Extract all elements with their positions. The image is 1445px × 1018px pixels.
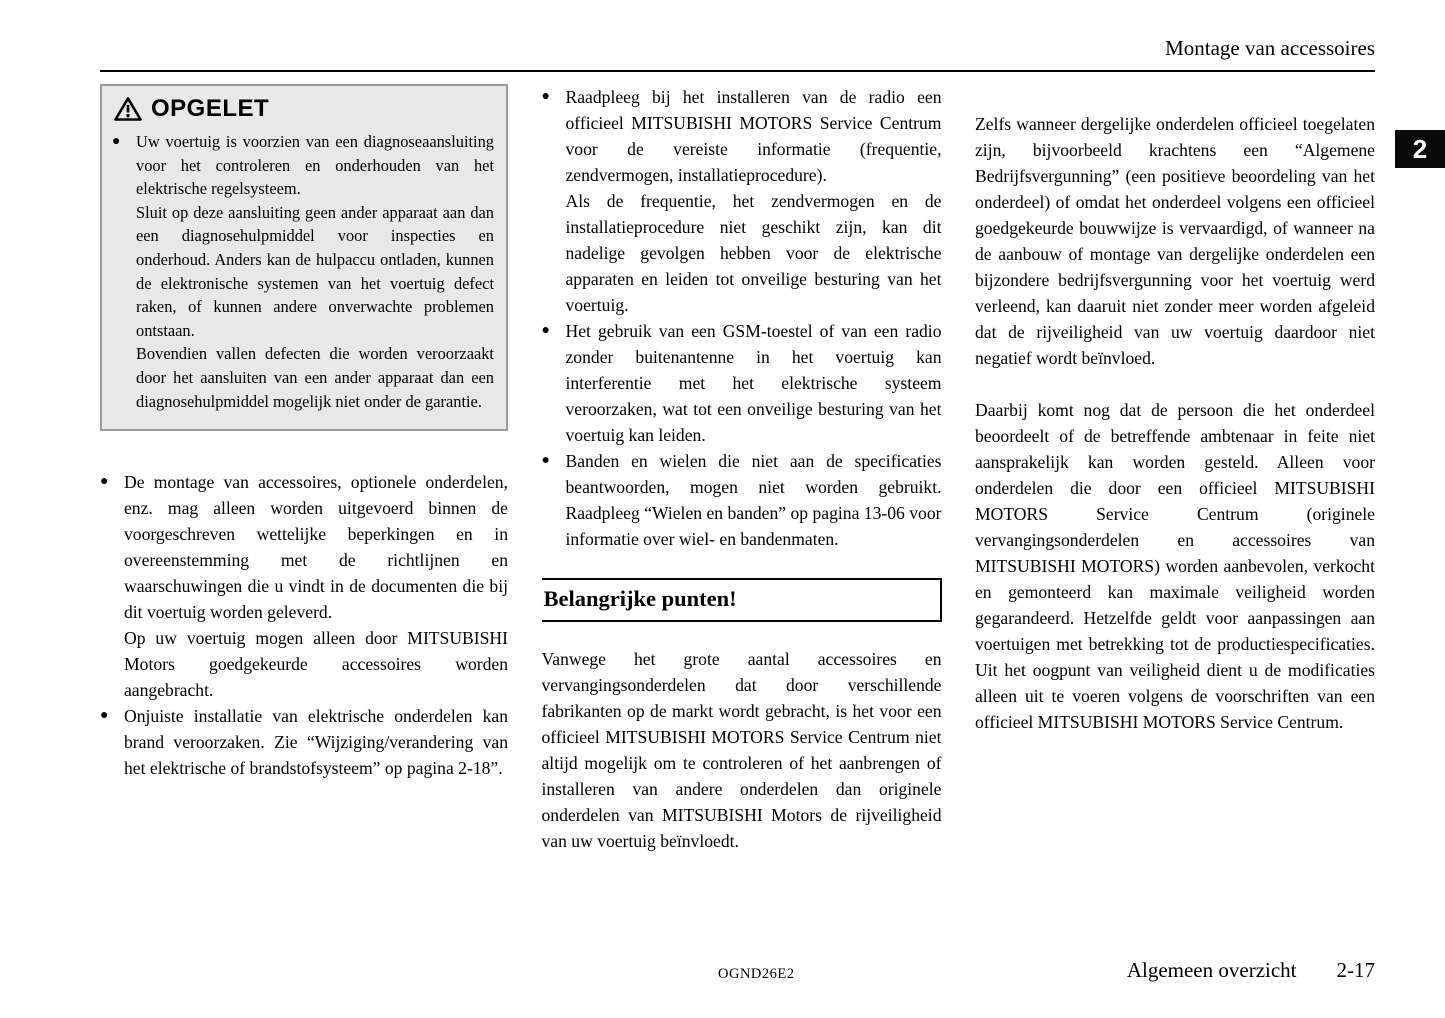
list-item — [100, 469, 508, 703]
paragraph: Het gebruik van een GSM-toestel of van een radio zonder buitenantenne in het voertuig kan interferentie met het elektrische systeem veroorzaken, wat tot een onveilige besturing van het voertuig kan leiden. — [565, 321, 942, 445]
list-item-body — [136, 130, 494, 413]
warning-title-row — [114, 96, 494, 122]
paragraph: Uw voertuig is voorzien van een diagnoseaansluiting voor het controleren en onderhouden van het elektrische regelsysteem. — [136, 132, 494, 199]
bullet-icon: ● — [541, 323, 550, 338]
page-header-title: Montage van accessoires — [1165, 36, 1375, 60]
paragraph: De montage van accessoires, optionele onderdelen, enz. mag alleen worden uitgevoerd binnen de voorgeschreven wettelijke beperkingen en in overeenstemming met de richtlijnen en waarschuwingen die u vindt in de documenten die bij dit voertuig worden geleverd. — [124, 472, 508, 623]
list-item-body — [124, 703, 508, 781]
content-columns — [100, 84, 1375, 854]
list-item — [112, 130, 494, 413]
paragraph: Banden en wielen die niet aan de specificaties beantwoorden, mogen niet worden gebruikt. Raadpleeg “Wielen en banden” op pagina 13-06 voor informatie over wiel- en bandenmaten. — [565, 451, 942, 549]
bullet-icon: ● — [100, 708, 109, 724]
warning-box — [100, 84, 508, 431]
footer-section-label: Algemeen overzicht — [1126, 958, 1297, 982]
warning-title: OPGELET — [151, 95, 270, 123]
paragraph: Vanwege het grote aantal accessoires en vervangingsonderdelen dat door verschillende fabrikanten op de markt wordt gebracht, is het voor een officieel MITSUBISHI MOTORS Service Centrum niet altijd mogelijk om te controleren of het aanbrengen of installeren van andere onderdelen dan originele onderdelen van MITSUBISHI Motors de rijveiligheid van uw voertuig beïnvloedt. — [541, 649, 942, 851]
list-item-body — [566, 84, 942, 318]
paragraph: Als de frequentie, het zendvermogen en de installatieprocedure niet geschikt zijn, kan dit nadelige gevolgen hebben voor de elektrische apparaten en leiden tot onveilige besturing van het voertuig. — [565, 191, 942, 315]
important-points-heading: Belangrijke punten! — [542, 578, 942, 622]
column-left — [100, 84, 508, 854]
footer-right — [1127, 958, 1375, 983]
list-item — [542, 448, 942, 552]
paragraph: Daarbij komt nog dat de persoon die het onderdeel beoordeelt of de betreffende ambtenaar in feite niet aansprakelijk kan worden gesteld. Alleen voor onderdelen die door een officieel MITSUBISHI MOTORS Service Centrum (originele vervangingsonderdelen en accessoires van MITSUBISHI MOTORS) worden aanbevolen, verkocht en gemonteerd kan maximale veiligheid worden gegarandeerd. Hetzelfde geldt voor aanpassingen aan voertuigen met betrekking tot de productiespecificaties. Uit het oogpunt van veiligheid dient u de modificaties alleen uit te voeren volgens de voorschriften van een officieel MITSUBISHI MOTORS Service Centrum. — [975, 400, 1375, 732]
paragraph: Raadpleeg bij het installeren van de radio een officieel MITSUBISHI MOTORS Service Centrum voor de vereiste informatie (frequentie, zendvermogen, installatieprocedure). — [565, 87, 942, 185]
list-item — [542, 84, 942, 318]
column-middle — [542, 84, 942, 854]
left-bullet-list — [100, 469, 508, 781]
header-rule — [100, 70, 1375, 72]
paragraph: Sluit op deze aansluiting geen ander apparaat aan dan een diagnosehulpmiddel voor inspecties en onderhoud. Anders kan de hulpaccu ontladen, kunnen de elektronische systemen van het voertuig defect raken, of kunnen andere onverwachte problemen ontstaan. — [136, 202, 494, 340]
bullet-icon: ● — [100, 474, 109, 490]
section-tab: 2 — [1395, 130, 1445, 168]
paragraph: Op uw voertuig mogen alleen door MITSUBISHI Motors goedgekeurde accessoires worden aangebracht. — [124, 628, 508, 701]
bullet-icon: ● — [541, 89, 550, 104]
footer-document-code: OGND26E2 — [718, 966, 795, 982]
paragraph: Bovendien vallen defecten die worden veroorzaakt door het aansluiten van een ander apparaat dan een diagnosehulpmiddel mogelijk niet onder de garantie. — [136, 344, 494, 411]
list-item-body — [124, 469, 508, 703]
list-item — [100, 703, 508, 781]
list-item-body — [566, 448, 942, 552]
bullet-icon: ● — [541, 453, 550, 468]
column-right — [975, 84, 1375, 854]
paragraph: Onjuiste installatie van elektrische onderdelen kan brand veroorzaken. Zie “Wijziging/verandering van het elektrische of brandstofsysteem” op pagina 2-18”. — [124, 706, 508, 779]
bullet-icon: ● — [112, 134, 121, 149]
list-item-body — [566, 318, 942, 448]
list-item — [542, 318, 942, 448]
paragraph: Zelfs wanneer dergelijke onderdelen officieel toegelaten zijn, bijvoorbeeld krachtens een “Algemene Bedrijfsvergunning” (een positieve beoordeling van het onderdeel) of omdat het onderdeel volgens een officieel goedgekeurde bouwwijze is vervaardigd, of wanneer na de aanbouw of montage van dergelijke onderdelen een bijzondere bedrijfsvergunning voor het voertuig werd verleend, kan daaruit niet zonder meer worden afgeleid dat de rijveiligheid van uw voertuig daardoor niet negatief wordt beïnvloed. — [975, 114, 1375, 368]
footer-page-number: 2-17 — [1336, 958, 1375, 982]
warning-triangle-icon — [114, 96, 142, 122]
